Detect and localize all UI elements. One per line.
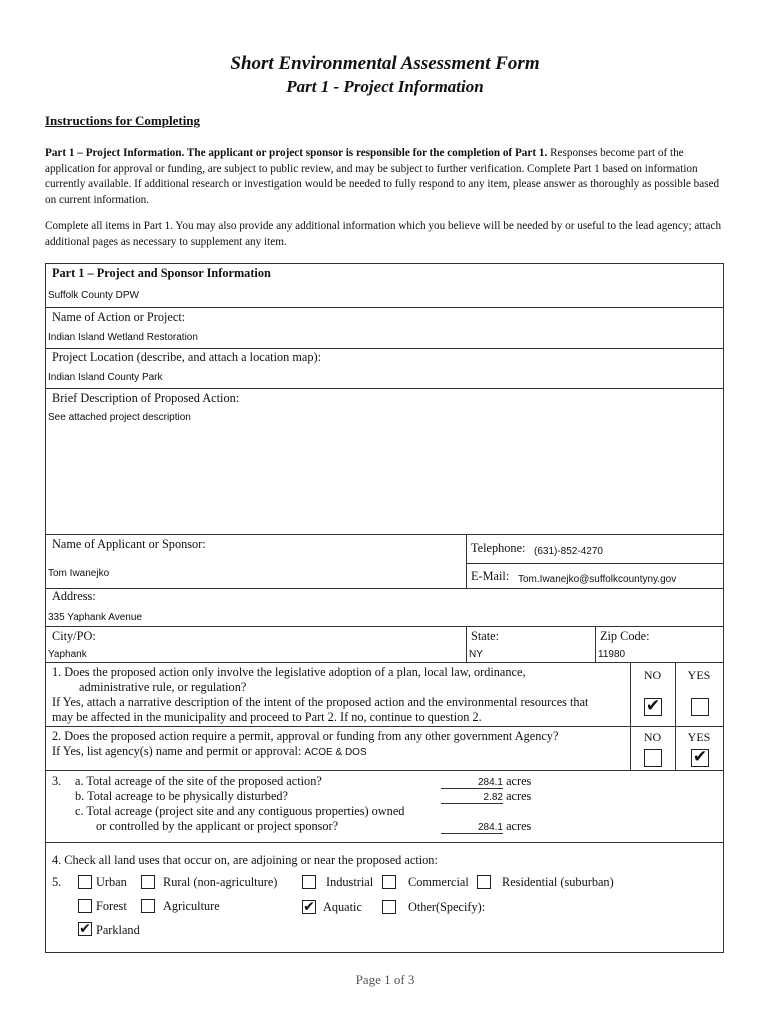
- q1-no-checkbox[interactable]: ✔: [645, 696, 661, 716]
- location-field[interactable]: Indian Island County Park: [48, 372, 163, 383]
- telephone-field[interactable]: (631)-852-4270: [534, 546, 603, 557]
- parkland-checkbox[interactable]: ✔: [79, 921, 91, 937]
- page-number: Page 1 of 3: [355, 972, 415, 987]
- project-sponsor-form: [45, 263, 724, 953]
- city-label: City/PO:: [52, 629, 96, 643]
- other-checkbox[interactable]: [382, 900, 396, 914]
- forest-checkbox[interactable]: [78, 899, 92, 913]
- aquatic-label: Aquatic: [323, 900, 362, 914]
- q1-no-label: NO: [643, 668, 662, 682]
- description-label: Brief Description of Proposed Action:: [52, 391, 240, 405]
- email-label: E-Mail:: [471, 569, 510, 583]
- instructions-paragraph-1: [45, 146, 725, 208]
- urban-label: Urban: [96, 875, 127, 889]
- q3a-field[interactable]: 284.1: [441, 777, 503, 789]
- applicant-field[interactable]: Tom Iwanejko: [48, 568, 110, 579]
- q2-line-1: 2. Does the proposed action require a permit, approval or funding from any other government Agency?: [52, 729, 559, 743]
- zip-label: Zip Code:: [600, 629, 650, 643]
- aquatic-checkbox[interactable]: ✔: [303, 899, 315, 915]
- action-name-label: Name of Action or Project:: [52, 310, 186, 324]
- q2-no-checkbox[interactable]: [644, 749, 662, 767]
- q3c-line-2: or controlled by the applicant or project sponsor?: [96, 819, 339, 833]
- q1-line-2: administrative rule, or regulation?: [79, 680, 247, 694]
- q3-number: 3.: [52, 774, 62, 788]
- location-label: Project Location (describe, and attach a location map):: [52, 350, 322, 364]
- state-field[interactable]: NY: [469, 649, 483, 660]
- q1-line-4: may be affected in the municipality and proceed to Part 2. If no, continue to question 2.: [52, 710, 482, 724]
- agriculture-checkbox[interactable]: [141, 899, 155, 913]
- instructions-heading: Instructions for Completing: [45, 113, 201, 128]
- sponsor-org-field[interactable]: Suffolk County DPW: [48, 290, 139, 301]
- q3c-acres: acres: [506, 819, 532, 833]
- form-title: Short Environmental Assessment Form: [230, 53, 540, 74]
- q2-agencies-field[interactable]: ACOE & DOS: [304, 747, 367, 758]
- rural-label: Rural (non-agriculture): [163, 875, 278, 889]
- parkland-label: Parkland: [96, 923, 140, 937]
- applicant-label: Name of Applicant or Sponsor:: [52, 537, 206, 551]
- q2-no-label: NO: [643, 730, 662, 744]
- telephone-label: Telephone:: [471, 541, 526, 555]
- email-field[interactable]: Tom.Iwanejko@suffolkcountyny.gov: [518, 574, 677, 585]
- instructions-paragraph-2: Complete all items in Part 1. You may also provide any additional information which you believe will be needed by or useful to the lead agency; attach additional pages as necessary to supplement any item.: [45, 220, 722, 248]
- q2-yes-label: YES: [687, 730, 711, 744]
- action-name-field[interactable]: Indian Island Wetland Restoration: [48, 332, 198, 343]
- instructions-p1-bold: Part 1 – Project Information. The applicant or project sponsor is responsible for the completion of Part 1.: [45, 147, 548, 159]
- forest-label: Forest: [96, 899, 127, 913]
- city-field[interactable]: Yaphank: [48, 649, 87, 660]
- description-field[interactable]: See attached project description: [48, 412, 191, 423]
- industrial-checkbox[interactable]: [302, 875, 316, 889]
- q1-yes-label: YES: [687, 668, 711, 682]
- q3c-answer: [441, 819, 531, 834]
- rural-checkbox[interactable]: [141, 875, 155, 889]
- other-label: Other(Specify):: [408, 900, 486, 914]
- section-title: Part 1 – Project and Sponsor Information: [52, 266, 271, 280]
- q1-yes-checkbox[interactable]: [691, 698, 709, 716]
- q1-line-3: If Yes, attach a narrative description of the intent of the proposed action and the environmental resources that: [52, 695, 589, 709]
- form-subtitle: Part 1 - Project Information: [286, 77, 484, 96]
- address-field[interactable]: 335 Yaphank Avenue: [48, 612, 142, 623]
- q3a-text: a. Total acreage of the site of the proposed action?: [75, 774, 322, 788]
- q2-yes-checkbox[interactable]: ✔: [692, 747, 708, 767]
- q2-line-2: [52, 744, 367, 759]
- agriculture-label: Agriculture: [163, 899, 220, 913]
- commercial-label: Commercial: [408, 875, 469, 889]
- residential-checkbox[interactable]: [477, 875, 491, 889]
- industrial-label: Industrial: [326, 875, 374, 889]
- q3a-acres: acres: [506, 774, 532, 788]
- q4-text: 4. Check all land uses that occur on, are adjoining or near the proposed action:: [52, 853, 438, 867]
- q3c-line-1: c. Total acreage (project site and any contiguous properties) owned: [75, 804, 405, 818]
- q3b-text: b. Total acreage to be physically disturbed?: [75, 789, 289, 803]
- q2-line-2-text: If Yes, list agency(s) name and permit or approval:: [52, 744, 302, 758]
- instructions-p1-text: Responses become part of the application for approval or funding, are subject to public review, and may be subject to further verification. Complete Part 1 based on information currently available. If additional research or investigation would be needed to fully respond to any item, please answer as thoroughly as possible based on current information.: [45, 147, 720, 206]
- q3c-field[interactable]: 284.1: [441, 822, 503, 834]
- zip-field[interactable]: 11980: [598, 649, 626, 660]
- q5-number: 5.: [52, 875, 62, 889]
- q3b-field[interactable]: 2.82: [441, 792, 503, 804]
- state-label: State:: [471, 629, 500, 643]
- residential-label: Residential (suburban): [502, 875, 614, 889]
- q3b-answer: [441, 789, 531, 804]
- urban-checkbox[interactable]: [78, 875, 92, 889]
- q1-line-1: 1. Does the proposed action only involve the legislative adoption of a plan, local law, ordinance,: [52, 665, 526, 679]
- commercial-checkbox[interactable]: [382, 875, 396, 889]
- q3a-answer: [441, 774, 531, 789]
- address-label: Address:: [52, 589, 96, 603]
- q3b-acres: acres: [506, 789, 532, 803]
